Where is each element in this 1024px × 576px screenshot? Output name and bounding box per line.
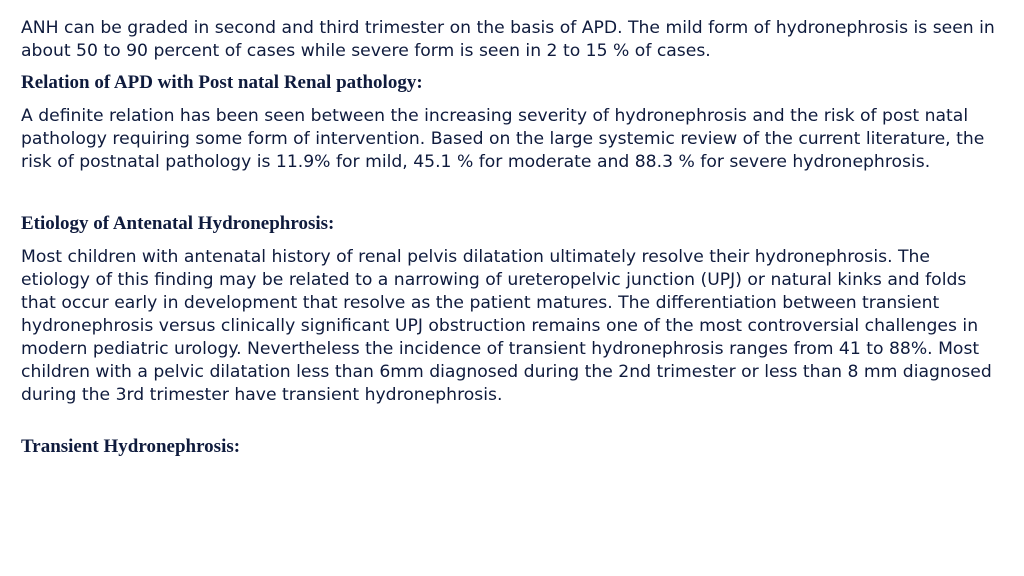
relation-paragraph: A definite relation has been seen between the increasing severity of hydronephrosis and the risk of post natal pathology requiring some form of intervention. Based on the large systemic review of the current literature, the risk of postnatal pathology is 11.9% for mild, 45.1 % for moderate and 88.3 % for severe hydronephrosis. [21,106,985,172]
transient-heading: Transient Hydronephrosis: [21,436,241,457]
etiology-paragraph: Most children with antenatal history of renal pelvis dilatation ultimately resolve their hydronephrosis. The etiology of this finding may be related to a narrowing of ureteropelvic junction (UPJ) or natural kinks and folds that occur early in development that resolve as the patient matures. The differentiation between transient hydronephrosis versus clinically significant UPJ obstruction remains one of the most controversial challenges in modern pediatric urology. Nevertheless the incidence of transient hydronephrosis ranges from 41 to 88%. Most children with a pelvic dilatation less than 6mm diagnosed during the 2nd trimester or less than 8 mm diagnosed during the 3rd trimester have transient hydronephrosis. [21,247,992,405]
etiology-heading: Etiology of Antenatal Hydronephrosis: [21,213,335,234]
relation-heading: Relation of APD with Post natal Renal pathology: [21,72,423,93]
intro-paragraph: ANH can be graded in second and third trimester on the basis of APD. The mild form of hydronephrosis is seen in about 50 to 90 percent of cases while severe form is seen in 2 to 15 % of cases. [21,18,995,61]
